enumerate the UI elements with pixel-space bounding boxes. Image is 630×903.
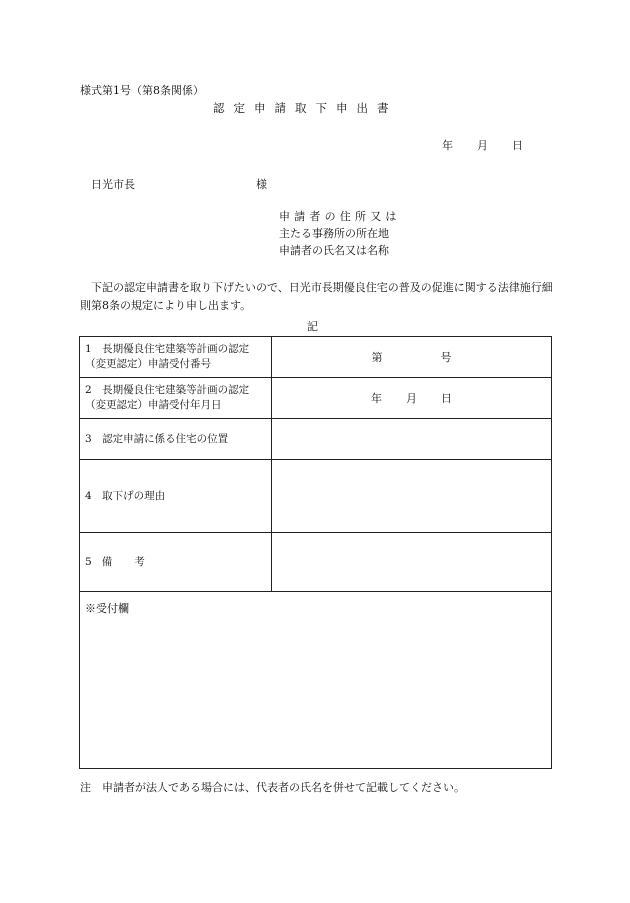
table-row [80,337,551,378]
number-prefix: 第 [371,351,383,364]
year-label: 年 [371,392,382,405]
row-label-reason: 4 取下げの理由 [80,460,272,532]
table-row [80,460,551,533]
submission-date [442,137,523,153]
reception-area [80,592,551,624]
label-line: 2 長期優良住宅建築等計画の認定 [85,384,250,396]
row-label-receipt-number [80,337,272,377]
date-year-label: 年 [442,139,453,152]
applicant-office-label: 主たる事務所の所在地 [279,227,389,240]
applicant-address-label: 申請者の住所又は [279,210,401,223]
label-line: （変更認定）申請受付番号 [85,358,211,370]
label-line: 1 長期優良住宅建築等計画の認定 [85,343,250,355]
remarks-char-b: 考 [134,555,145,568]
day-label: 日 [441,392,452,405]
reason-field[interactable] [272,460,551,532]
date-month-label: 月 [477,139,488,152]
receipt-number-field[interactable] [272,337,551,377]
table-row [80,378,551,419]
body-text: 下記の認定申請書を取り下げたいので、日光市長期優良住宅の普及の促進に関する法律施行細則第8条の規定により申し出ます。 [80,281,553,312]
label-line: （変更認定）申請受付年月日 [85,399,222,411]
form-number: 様式第1号（第8条関係） [80,84,204,97]
date-day-label: 日 [512,139,523,152]
applicant-name-label: 申請者の氏名又は名称 [279,244,389,257]
footnote: 注 申請者が法人である場合には、代表者の氏名を併せて記載してください。 [80,781,465,794]
remarks-field[interactable] [272,533,551,591]
body-paragraph [80,279,555,315]
remarks-number: 5 [85,555,92,568]
addressee: 日光市長 [91,178,135,191]
number-suffix: 号 [440,351,452,364]
table-row [80,533,551,592]
table-row [80,419,551,460]
ki-heading: 記 [307,320,318,333]
location-field[interactable] [272,419,551,459]
month-label: 月 [406,392,417,405]
document-title: 認定申請取下申出書 [213,101,398,115]
row-label-remarks [80,533,272,591]
applicant-block [279,208,401,259]
row-label-location: 3 認定申請に係る住宅の位置 [80,419,272,459]
addressee-honorific: 様 [256,178,267,191]
reception-label: ※受付欄 [85,602,129,615]
table-row [80,592,551,768]
receipt-date-field[interactable] [272,378,551,418]
row-label-receipt-date [80,378,272,418]
remarks-char-a: 備 [101,555,113,568]
withdrawal-table [79,336,552,769]
